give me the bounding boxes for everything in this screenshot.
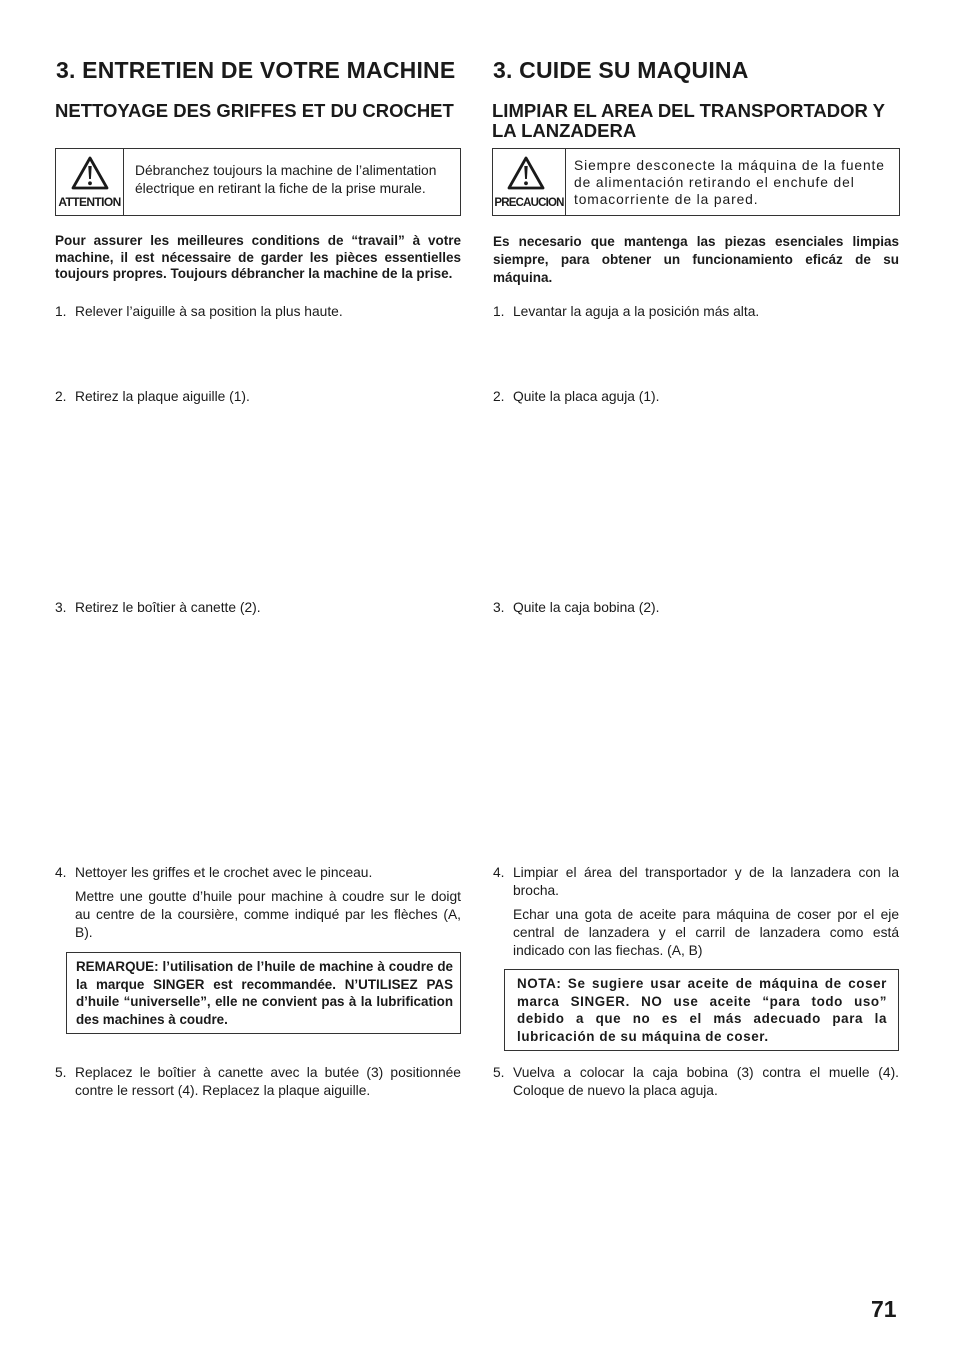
step-text: Vuelva a colocar la caja bobina (3) contra el muelle (4). Coloque de nuevo la placa aguja. <box>513 1065 899 1098</box>
spanish-warning-text: Siempre desconecte la máquina de la fuente de alimentación retirando el enchufe del tomacorriente de la pared. <box>574 158 885 207</box>
french-note-box: REMARQUE: l’utilisation de l’huile de machine à coudre de la marque SINGER est recommandée. N’UTILISEZ PAS d’huile “universelle”, elle ne convient pas à la lubrification des machines à coudre. <box>66 952 461 1034</box>
step-text: Relever l’aiguille à sa position la plus haute. <box>75 304 343 319</box>
french-step-4 <box>55 864 461 942</box>
french-page-title: 3. ENTRETIEN DE VOTRE MACHINE <box>56 57 456 83</box>
spanish-note-box: NOTA: Se sugiere usar aceite de máquina de coser marca SINGER. NO use aceite “para todo uso” debido a que no es el más adecuado para la lubricación de su máquina de coser. <box>504 969 899 1051</box>
spanish-step-3 <box>493 599 899 617</box>
spanish-step-4 <box>493 864 899 960</box>
step-number: 3. <box>493 600 505 615</box>
step-number: 4. <box>55 865 67 880</box>
french-section-heading: NETTOYAGE DES GRIFFES ET DU CROCHET <box>55 100 454 121</box>
spanish-warning-label: PRECAUCION <box>494 197 564 209</box>
step-text: Quite la placa aguja (1). <box>513 389 660 404</box>
french-step-2 <box>55 388 461 406</box>
step-text: Quite la caja bobina (2). <box>513 600 660 615</box>
step-text-continued: Mettre une goutte d’huile pour machine à coudre sur le doigt au centre de la coursière, comme indiqué par les flèches (A, B). <box>75 889 461 940</box>
french-step-5 <box>55 1064 461 1100</box>
spanish-warning-icon-cell <box>493 149 566 215</box>
step-number: 5. <box>493 1065 505 1080</box>
step-text-continued: Echar una gota de aceite para máquina de coser por el eje central de lanzadera y el carril de lanzadera como está indicado con las fiechas. (A, B) <box>513 907 899 958</box>
french-warning-text: Débranchez toujours la machine de l’alimentation électrique en retirant la fiche de la prise murale. <box>135 163 437 196</box>
step-number: 2. <box>55 389 67 404</box>
step-text: Limpiar el área del transportador y de la lanzadera con la brocha. <box>513 865 899 898</box>
step-number: 3. <box>55 600 67 615</box>
step-text: Retirez le boîtier à canette (2). <box>75 600 261 615</box>
french-intro-paragraph: Pour assurer les meilleures conditions de “travail” à votre machine, il est nécessaire de garder les pièces essentielles toujours propres. Toujours débrancher la machine de la prise. <box>55 233 461 281</box>
french-step-3 <box>55 599 461 617</box>
spanish-intro-paragraph: Es necesario que mantenga las piezas esenciales limpias siempre, para obtener un funcionamiento eficáz de su máquina. <box>493 234 899 285</box>
step-text: Retirez la plaque aiguille (1). <box>75 389 250 404</box>
warning-triangle-icon <box>71 156 109 190</box>
french-warning-label: ATTENTION <box>58 195 121 209</box>
step-number: 1. <box>55 304 67 319</box>
step-number: 2. <box>493 389 505 404</box>
spanish-step-1 <box>493 303 899 321</box>
step-text: Nettoyer les griffes et le crochet avec le pinceau. <box>75 865 373 880</box>
page-number: 71 <box>871 1296 897 1322</box>
step-number: 1. <box>493 304 505 319</box>
french-warning-box <box>55 148 461 216</box>
warning-triangle-icon <box>507 156 545 190</box>
french-warning-icon-cell <box>56 149 124 215</box>
step-text: Replacez le boîtier à canette avec la butée (3) positionnée contre le ressort (4). Replacez la plaque aiguille. <box>75 1065 461 1098</box>
spanish-warning-box <box>492 148 900 216</box>
spanish-page-title: 3. CUIDE SU MAQUINA <box>493 57 749 83</box>
step-text: Levantar la aguja a la posición más alta. <box>513 304 760 319</box>
french-step-1 <box>55 303 461 321</box>
spanish-step-2 <box>493 388 899 406</box>
spanish-step-5 <box>493 1064 899 1100</box>
spanish-section-heading: LIMPIAR EL AREA DEL TRANSPORTADOR Y LA LANZADERA <box>492 100 885 141</box>
step-number: 5. <box>55 1065 67 1080</box>
step-number: 4. <box>493 865 505 880</box>
